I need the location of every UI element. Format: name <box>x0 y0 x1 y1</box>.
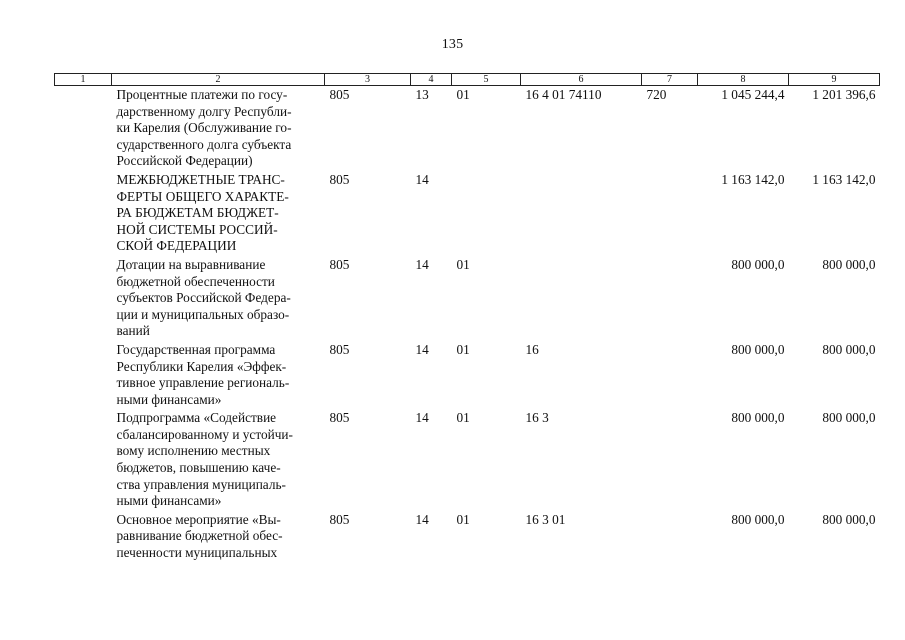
expense-name: Дотации на выравнивание бюджетной обеспеченности субъектов Российской Федера- ции и муниципальных образо- ваний <box>116 256 291 339</box>
amount-year-2: 800 000,0 <box>822 511 876 527</box>
column-header-7: 7 <box>642 74 698 86</box>
amount-year-1: 800 000,0 <box>731 341 785 357</box>
column-header-2: 2 <box>112 74 325 86</box>
table-row <box>55 86 880 171</box>
amount-year-2: 800 000,0 <box>822 410 876 426</box>
amount-year-1: 1 045 244,4 <box>721 87 785 102</box>
column-header-6: 6 <box>521 74 642 86</box>
expense-name: Подпрограмма «Содействие сбалансированному и устойчи- вому исполнению местных бюджетов, повышению каче- ства управления муниципаль- ными финансами» <box>116 410 293 509</box>
ministry-code: 805 <box>329 171 350 187</box>
amount-year-1: 1 163 142,0 <box>721 171 785 187</box>
page-number: 135 <box>441 37 464 52</box>
amount-year-1: 800 000,0 <box>731 511 785 527</box>
expense-type-code <box>642 171 698 256</box>
expense-name: Процентные платежи по госу- дарственному долгу Республи- ки Карелия (Обслуживание го- сударственного долга субъекта Российской Федерации) <box>116 87 292 169</box>
expense-type-code <box>642 409 698 511</box>
subsection-code: 01 <box>456 511 470 527</box>
amount-year-2: 800 000,0 <box>822 341 876 357</box>
section-code: 14 <box>415 256 429 272</box>
amount-year-1: 800 000,0 <box>731 256 785 272</box>
ministry-code: 805 <box>329 256 350 272</box>
expense-type-code <box>642 511 698 563</box>
table-row <box>55 171 880 256</box>
expense-type-code: 720 <box>646 87 667 102</box>
target-item-code: 16 <box>525 341 539 357</box>
subsection-code: 01 <box>456 256 470 272</box>
target-item-code <box>521 256 642 341</box>
ministry-code: 805 <box>329 87 350 102</box>
ministry-code: 805 <box>329 341 350 357</box>
subsection-code: 01 <box>456 87 470 102</box>
table-row <box>55 341 880 409</box>
amount-year-1: 800 000,0 <box>731 410 785 426</box>
subsection-code: 01 <box>456 410 470 426</box>
table-row <box>55 409 880 511</box>
row-number-cell <box>55 256 112 341</box>
expense-name: МЕЖБЮДЖЕТНЫЕ ТРАНС- ФЕРТЫ ОБЩЕГО ХАРАКТЕ- РА БЮДЖЕТАМ БЮДЖЕТ- НОЙ СИСТЕМЫ РОССИЙ- СКОЙ ФЕДЕРАЦИИ <box>116 171 289 254</box>
ministry-code: 805 <box>329 511 350 527</box>
expense-name: Основное мероприятие «Вы- равнивание бюджетной обес- печенности муниципальных <box>116 511 283 561</box>
column-header-3: 3 <box>325 74 411 86</box>
target-item-code: 16 4 01 74110 <box>525 87 602 102</box>
column-header-4: 4 <box>411 74 452 86</box>
subsection-code: 01 <box>456 341 470 357</box>
section-code: 13 <box>415 87 429 102</box>
budget-table <box>54 73 880 563</box>
row-number-cell <box>55 409 112 511</box>
row-number-cell <box>55 171 112 256</box>
row-number-cell <box>55 511 112 563</box>
amount-year-2: 1 201 396,6 <box>812 87 876 102</box>
expense-type-code <box>642 256 698 341</box>
section-code: 14 <box>415 171 429 187</box>
target-item-code <box>521 171 642 256</box>
section-code: 14 <box>415 511 429 527</box>
target-item-code: 16 3 <box>525 410 549 426</box>
column-number-header-row <box>55 74 880 86</box>
row-number-cell <box>55 341 112 409</box>
expense-type-code <box>642 341 698 409</box>
table-row <box>55 256 880 341</box>
section-code: 14 <box>415 410 429 426</box>
target-item-code: 16 3 01 <box>525 511 566 527</box>
expense-name: Государственная программа Республики Карелия «Эффек- тивное управление региональ- ными финансами» <box>116 341 290 407</box>
subsection-code <box>452 171 521 256</box>
column-header-5: 5 <box>452 74 521 86</box>
column-header-9: 9 <box>789 74 880 86</box>
amount-year-2: 800 000,0 <box>822 256 876 272</box>
column-header-1: 1 <box>55 74 112 86</box>
table-row <box>55 511 880 563</box>
section-code: 14 <box>415 341 429 357</box>
ministry-code: 805 <box>329 410 350 426</box>
column-header-8: 8 <box>698 74 789 86</box>
row-number-cell <box>55 86 112 171</box>
amount-year-2: 1 163 142,0 <box>812 171 876 187</box>
